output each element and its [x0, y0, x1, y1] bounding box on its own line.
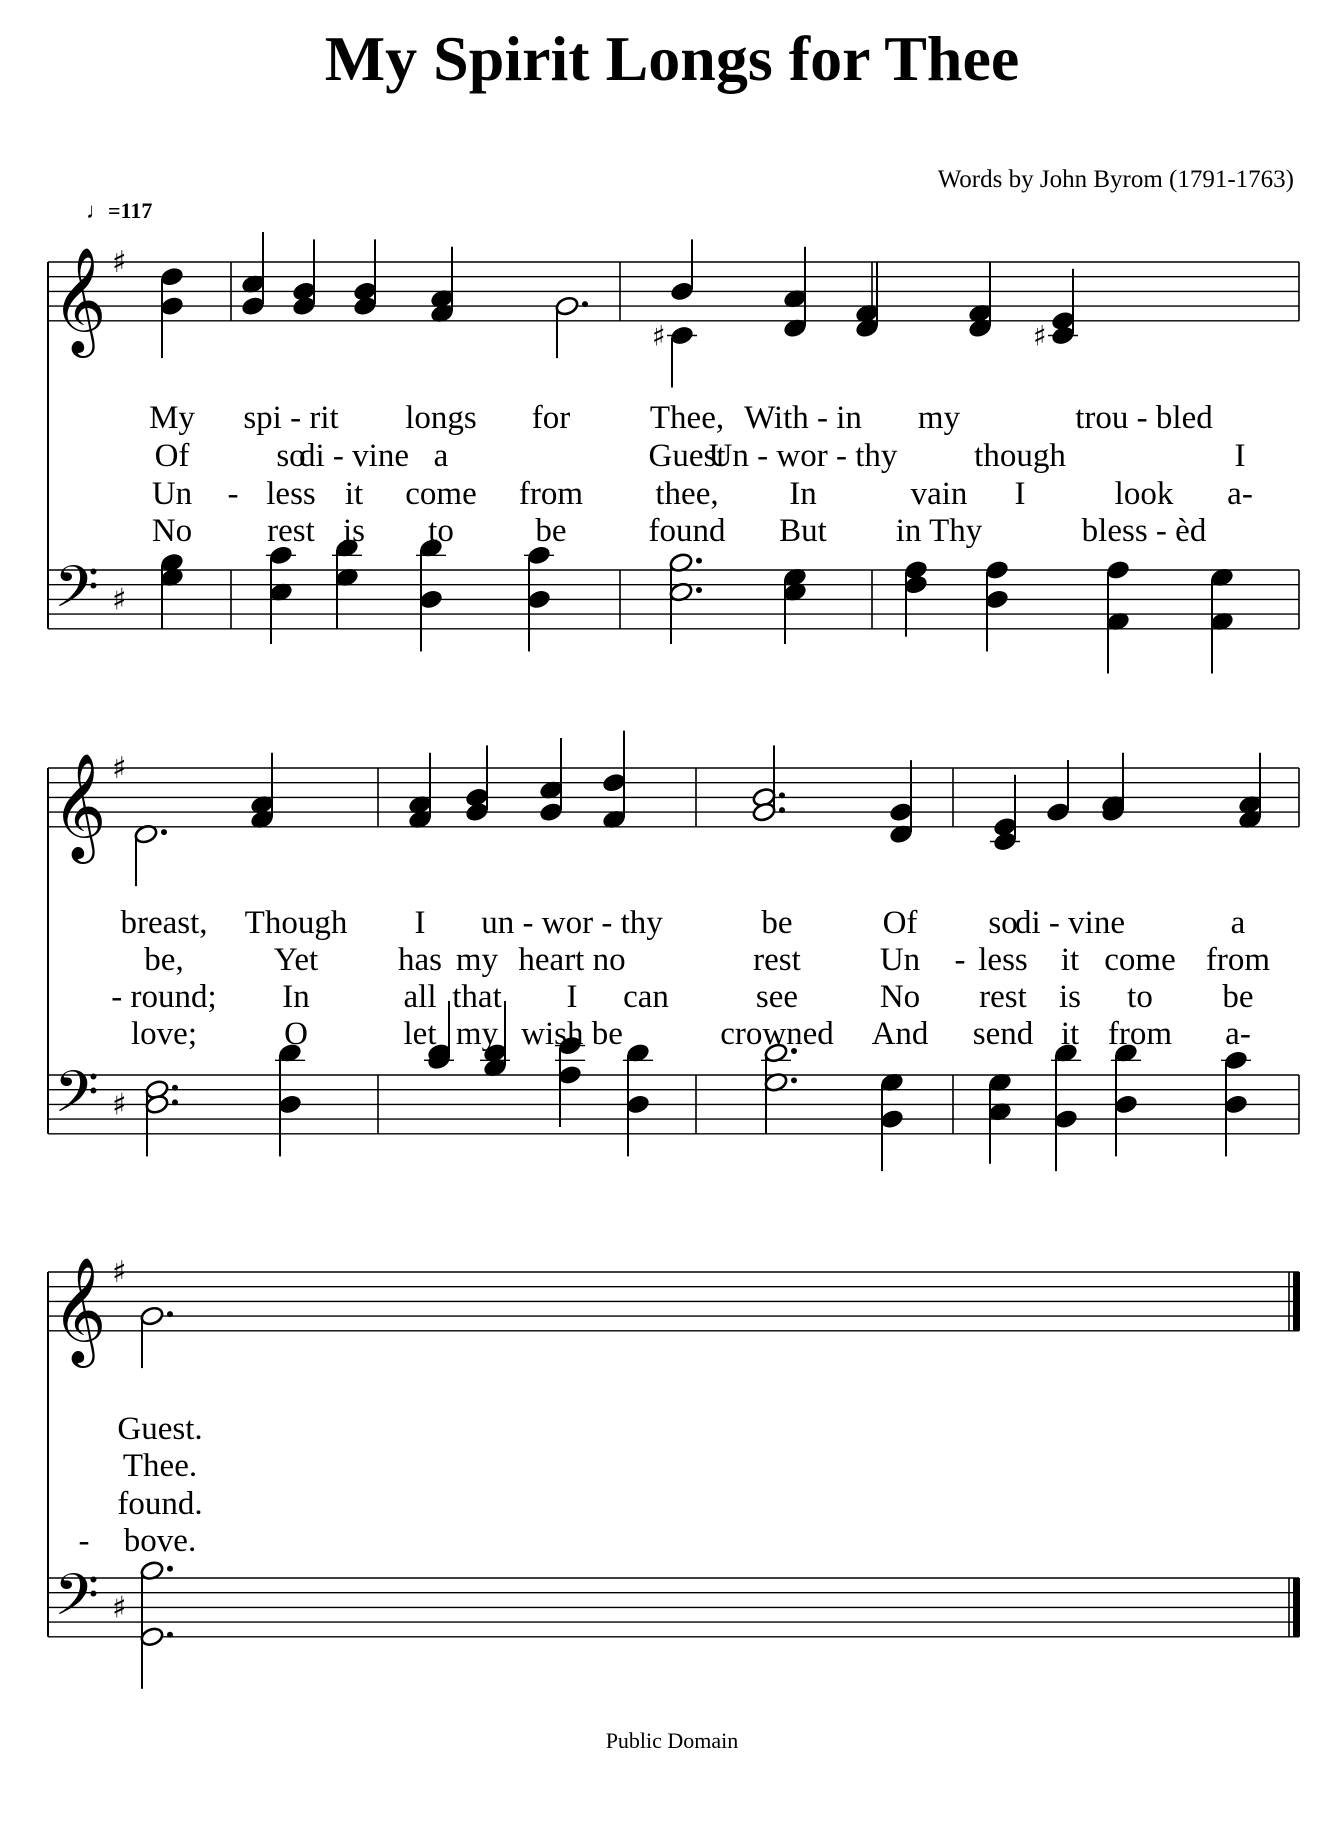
- copyright-notice: Public Domain: [605, 1728, 739, 1753]
- notehead: [670, 281, 695, 302]
- lyric-syllable: My: [149, 400, 195, 436]
- notehead: [626, 1094, 651, 1115]
- lyric-syllable: less: [266, 476, 316, 512]
- lyric-syllable: - round;: [111, 979, 217, 1015]
- augmentation-dot: [167, 1566, 173, 1572]
- lyric-syllable: a: [433, 438, 449, 474]
- lyric-syllable: I: [1234, 438, 1246, 474]
- lyric-syllable: trou - bled: [1075, 400, 1213, 436]
- notehead: [140, 1626, 165, 1647]
- lyric-syllable: all: [403, 979, 437, 1015]
- lyric-syllable: so: [988, 905, 1018, 941]
- augmentation-dot: [161, 829, 167, 835]
- lyric-syllable: breast,: [120, 905, 208, 941]
- augmentation-dot: [696, 558, 702, 564]
- lyric-syllable: that: [452, 979, 502, 1015]
- words-credit: Words by John Byrom (1791-1763): [937, 166, 1294, 193]
- notehead: [985, 559, 1010, 580]
- lyric-syllable: be,: [144, 942, 184, 978]
- lyric-syllable: O: [284, 1016, 308, 1052]
- page-title: My Spirit Longs for Thee: [324, 23, 1020, 94]
- notehead: [1106, 559, 1131, 580]
- lyric-syllable: I: [566, 979, 578, 1015]
- lyric-syllable: rest: [753, 942, 801, 978]
- notehead: [292, 295, 317, 316]
- augmentation-dot: [779, 792, 785, 798]
- lyric-syllable: in Thy: [895, 513, 983, 549]
- lyric-syllable: from: [1205, 942, 1271, 978]
- augmentation-dot: [167, 1311, 173, 1317]
- lyric-syllable: di - vine: [299, 438, 409, 474]
- lyric-syllable: spi - rit: [243, 400, 339, 436]
- lyric-syllable: I: [414, 905, 426, 941]
- sharp-key-signature-icon: ♯: [112, 245, 127, 280]
- bass-clef-icon: 𝄢: [54, 1058, 100, 1141]
- sharp-key-signature-icon: ♯: [112, 1255, 127, 1290]
- augmentation-dot: [582, 301, 588, 307]
- lyric-syllable: Of: [154, 438, 190, 474]
- notehead: [353, 295, 378, 316]
- lyric-syllable: In: [282, 979, 310, 1015]
- notehead: [539, 801, 564, 822]
- quarter-note-icon: ♩: [86, 198, 108, 223]
- notehead: [1224, 1094, 1249, 1115]
- sharp-accidental-icon: ♯: [1033, 319, 1047, 353]
- lyric-syllable: it: [1060, 1016, 1080, 1052]
- notehead: [602, 772, 627, 793]
- lyric-syllable: though: [974, 438, 1066, 474]
- notehead: [140, 1305, 165, 1326]
- augmentation-dot: [172, 1085, 178, 1091]
- lyric-syllable: Thee,: [649, 400, 725, 436]
- lyric-syllable: crowned: [720, 1016, 834, 1052]
- lyric-syllable: heart no: [518, 942, 626, 978]
- lyric-syllable: vain: [910, 476, 968, 512]
- sharp-key-signature-icon: ♯: [112, 1590, 127, 1626]
- augmentation-dot: [172, 1099, 178, 1105]
- notehead: [1051, 325, 1076, 346]
- lyric-syllable: With - in: [744, 400, 862, 436]
- lyric-syllable: look: [1114, 476, 1174, 512]
- augmentation-dot: [791, 1077, 797, 1083]
- notehead: [904, 574, 929, 595]
- notehead: [241, 295, 266, 316]
- lyric-syllable: di - vine: [1015, 905, 1125, 941]
- notehead: [993, 831, 1018, 852]
- lyric-syllable: No: [879, 979, 921, 1015]
- lyric-syllable: love;: [131, 1016, 197, 1052]
- lyric-syllable: from: [1107, 1016, 1173, 1052]
- notehead: [1046, 801, 1071, 822]
- lyric-syllable: -: [954, 942, 966, 978]
- lyric-syllable: be: [535, 513, 567, 549]
- augmentation-dot: [167, 1632, 173, 1638]
- lyric-syllable: Yet: [273, 942, 319, 978]
- sharp-key-signature-icon: ♯: [112, 582, 127, 618]
- notehead: [278, 1094, 303, 1115]
- bass-clef-icon: 𝄢: [54, 1561, 100, 1644]
- lyric-syllable: I: [1014, 476, 1026, 512]
- lyric-syllable: -: [227, 476, 239, 512]
- bass-clef-icon: 𝄢: [54, 553, 100, 636]
- notehead: [1114, 1094, 1139, 1115]
- notehead: [527, 589, 552, 610]
- lyric-syllable: -: [78, 1523, 90, 1559]
- lyric-syllable: bove.: [123, 1523, 197, 1559]
- lyric-syllable: my: [455, 942, 499, 978]
- lyric-syllable: Thee.: [122, 1448, 198, 1484]
- lyric-syllable: for: [531, 400, 571, 436]
- lyric-syllable: But: [779, 513, 827, 549]
- lyric-syllable: less: [978, 942, 1028, 978]
- lyric-syllable: from: [518, 476, 584, 512]
- tempo-value: =117: [108, 198, 153, 223]
- lyric-syllable: to: [1127, 979, 1153, 1015]
- notehead: [880, 1108, 905, 1129]
- notehead: [985, 589, 1010, 610]
- lyric-syllable: And: [871, 1016, 929, 1052]
- lyric-syllable: Guest: [648, 438, 726, 474]
- lyric-syllable: my: [455, 1016, 499, 1052]
- notehead: [465, 801, 490, 822]
- notehead: [558, 1064, 583, 1085]
- lyric-syllable: be: [761, 905, 793, 941]
- lyric-syllable: bless - èd: [1081, 513, 1207, 549]
- lyric-syllable: No: [151, 513, 193, 549]
- lyric-syllable: so: [276, 438, 306, 474]
- notehead: [555, 295, 580, 316]
- treble-clef-icon: 𝄞: [52, 245, 107, 353]
- lyric-syllable: wish be: [521, 1016, 623, 1052]
- lyric-syllable: Of: [882, 905, 918, 941]
- lyric-syllable: is: [1058, 979, 1082, 1015]
- lyric-syllable: a-: [1227, 476, 1253, 512]
- lyric-syllable: come: [1104, 942, 1176, 978]
- lyric-syllable: un - wor - thy: [481, 905, 663, 941]
- lyric-syllable: a: [1230, 905, 1246, 941]
- notehead: [889, 801, 914, 822]
- notehead: [1224, 1050, 1249, 1071]
- lyric-syllable: rest: [979, 979, 1027, 1015]
- augmentation-dot: [779, 807, 785, 813]
- lyric-syllable: longs: [405, 400, 477, 436]
- lyric-syllable: it: [1060, 942, 1080, 978]
- augmentation-dot: [696, 587, 702, 593]
- lyric-syllable: see: [755, 979, 799, 1015]
- lyric-syllable: a-: [1225, 1016, 1251, 1052]
- lyric-syllable: found: [648, 513, 726, 549]
- lyric-syllable: is: [342, 513, 366, 549]
- lyric-syllable: let: [403, 1016, 437, 1052]
- final-barline-thick: [1293, 1272, 1300, 1331]
- lyric-syllable: found.: [117, 1486, 203, 1522]
- lyric-syllable: be: [1222, 979, 1254, 1015]
- lyric-syllable: thee,: [655, 476, 719, 512]
- lyric-syllable: Un: [879, 942, 921, 978]
- final-barline-thick: [1293, 1578, 1300, 1637]
- lyric-syllable: send: [972, 1016, 1034, 1052]
- treble-clef-icon: 𝄞: [52, 751, 107, 859]
- lyric-syllable: Un: [151, 476, 193, 512]
- sharp-key-signature-icon: ♯: [112, 1087, 127, 1123]
- treble-clef-icon: 𝄞: [52, 1255, 107, 1363]
- notehead: [160, 295, 185, 316]
- lyric-syllable: In: [789, 476, 817, 512]
- notehead: [1054, 1108, 1079, 1129]
- notehead: [670, 325, 695, 346]
- sharp-accidental-icon: ♯: [652, 319, 666, 353]
- lyric-syllable: Though: [244, 905, 348, 941]
- lyric-syllable: come: [405, 476, 477, 512]
- notehead: [160, 266, 185, 287]
- lyric-syllable: Guest.: [117, 1411, 203, 1447]
- lyric-syllable: to: [428, 513, 454, 549]
- notehead: [419, 589, 444, 610]
- lyric-syllable: it: [344, 476, 364, 512]
- sharp-key-signature-icon: ♯: [112, 751, 127, 786]
- lyric-syllable: can: [623, 979, 669, 1015]
- lyric-syllable: my: [917, 400, 961, 436]
- lyric-syllable: has: [398, 942, 442, 978]
- lyric-syllable: Un - wor - thy: [708, 438, 898, 474]
- lyric-syllable: rest: [267, 513, 315, 549]
